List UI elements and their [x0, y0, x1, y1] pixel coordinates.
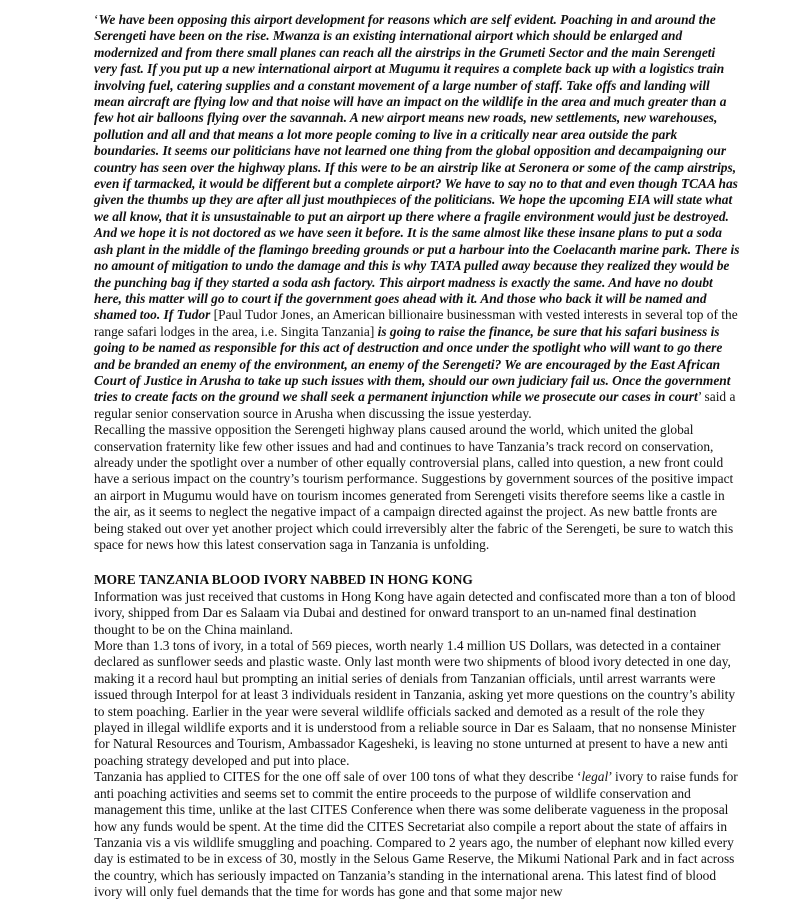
ivory-paragraph-1: Information was just received that customs in Hong Kong have again detected and confiscated more than a ton of blood ivory, shipped from Dar es Salaam via Dubai and destined for onward transport to an un-named final destination thought to be on the China mainland. [94, 588, 736, 637]
attribution-text: ’ said a regular senior conservation source in Arusha when discussing the issue yesterday. [94, 389, 736, 421]
ivory-paragraph-2: More than 1.3 tons of ivory, in a total of 569 pieces, worth nearly 1.4 million US Dollars, was detected in a container declared as sunflower seeds and plastic waste. Only last month were two shipments of blood ivory detected in one day, making it a record haul but prompting an initial series of denials from Tanzanian officials, until arrest warrants were issued through Interpol for at least 3 individuals resident in Tanzania, asking yet more questions on the country’s ability to stem poaching. Earlier in the year were several wildlife officials sacked and demoted as a result of the role they played in illegal wildlife exports and it is understood from a reliable source in Dar es Salaam, that no nonsense Minister for Natural Resources and Tourism, Ambassador Kagesheki, is leaving no stone unturned at present to have a new anti poaching strategy developed and put into place. [94, 638, 737, 768]
opening-quote-mark: ‘ [94, 12, 99, 27]
document-page [94, 12, 740, 901]
ivory-paragraph-3-start: Tanzania has applied to CITES for the one off sale of over 100 tons of what they describe ‘ [94, 769, 582, 785]
body-paragraph-2: Recalling the massive opposition the Serengeti highway plans caused around the world, which united the global conservation fraternity like few other issues and had and continues to have Tanzania’s track record on conservation, already under the spotlight over a number of other equally controversial plans, called into question, a new front could have a serious impact on the country’s tourism performance. Suggestions by government sources of the positive impact an airport in Mugumu would have on tourism incomes generated from Serengeti visits therefore seems like a castle in the air, as it seems to neglect the negative impact of a campaign directed against the project. As new battle fronts are being staked out over yet another project which could irreversibly alter the fabric of the Serengeti, be sure to watch this space for news how this latest conservation saga in Tanzania is unfolding. [94, 422, 734, 552]
ivory-paragraph-3-rest: ’ ivory to raise funds for anti poaching activities and seems set to commit the entire proceeds to the purpose of wildlife conservation and management this time, unlike at the last CITES Conference when there was some deliberate vagueness in the proposal how any funds would be spent. At the time did the CITES Secretariat also compile a report about the state of affairs in Tanzania vis a vis wildlife smuggling and poaching. Compared to 2 years ago, the number of elephant now killed every day is estimated to be in excess of 30, mostly in the Selous Game Reserve, the Mikumi National Park and in fact across the country, which has seriously impacted on Tanzania’s standing in the international arena. This latest find of blood ivory will only fuel demands that the time for words has gone and that some major new [94, 769, 738, 900]
quoted-statement-part-1: We have been opposing this airport development for reasons which are self evident. Poaching in and around the Serengeti have been on the rise. Mwanza is an existing international airport which should be enlarged and modernized and from there small planes can reach all the airstrips in the Grumeti Sector and the main Serengeti very fast. If you put up a new international airport at Mugumu it requires a complete back up with a logistics train involving fuel, catering supplies and a constant movement of a large number of staff. Take offs and landing will mean aircraft are flying low and that noise will have an impact on the wildlife in the area and much greater than a few hot air balloons flying over the savannah. A new airport means new roads, new settlements, new warehouses, pollution and all and that means a lot more people coming to live in a critically near area outside the park boundaries. It seems our politicians have not learned one thing from the global opposition and decampaigning our country has seen over the highway plans. If this were to be an airstrip like at Seronera or some of the camp airstrips, even if tarmacked, it would be different but a complete airport? We have to say no to that and even though TCAA has given the thumbs up they are after all just mouthpieces of the politicians. We hope the upcoming EIA will state what we all know, that it is unsustainable to put an airport up there where a fragile environment would just be destroyed. And we hope it is not doctored as we have seen it before. It is the same almost like these insane plans to put a soda ash plant in the middle of the flamingo breeding grounds or put a harbour into the Coelacanth marine park. There is no amount of mitigation to undo the damage and this is why TATA pulled away because they realized they would be the punching bag if they started a soda ash factory. This airport madness is exactly the same. And have no doubt here, this matter will go to court if the government goes ahead with it. And those who back it will be named and shamed too. If Tudor [94, 12, 740, 323]
quote-paragraph [94, 12, 740, 422]
section-heading: MORE TANZANIA BLOOD IVORY NABBED IN HONG KONG [94, 572, 473, 588]
bracketed-explanation: [Paul Tudor Jones, an American billionaire businessman with vested interests in several top of the range safari lodges in the area, i.e. Singita Tanzania] [94, 307, 738, 339]
legal-term: legal [581, 769, 609, 785]
ivory-paragraph-3 [94, 769, 740, 900]
section-gap [94, 553, 740, 572]
quoted-statement-part-2: is going to raise the finance, be sure that his safari business is going to be named as responsible for this act of destruction and once under the spotlight who will want to go there and be branded an enemy of the environment, an enemy of the Serengeti? We are encouraged by the East African Court of Justice in Arusha to take up such issues with them, should our own judiciary fail us. Once the government tries to create facts on the ground we shall seek a permanent injunction while we prosecute our cases in court [94, 323, 731, 405]
